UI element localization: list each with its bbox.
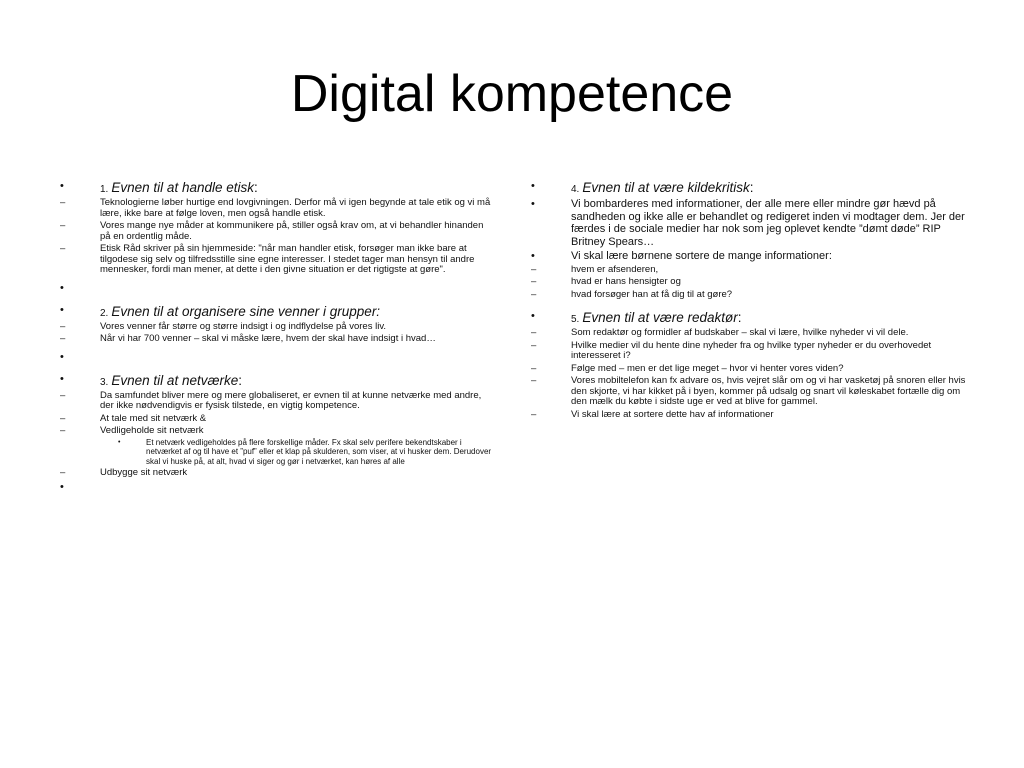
dash-icon: – — [531, 375, 537, 386]
dash-icon: – — [531, 288, 537, 300]
sub-item-text: hvad forsøger han at få dig til at gøre? — [571, 288, 733, 300]
sub-item-text: hvem er afsenderen, — [571, 263, 659, 275]
sub-item-text: Som redaktør og formidler af budskaber – skal vi lære, hvilke nyheder vi vil dele. — [571, 327, 909, 338]
paragraph-text: Vi bombarderes med informationer, der alle mere eller mindre gør hævd på sandheden og ikke alle er behandlet og redigeret inden vi modtager dem. Jer der færdes i de sociale medier har nok som jeg oplevet kendte ”dømt døde” RIP Britney Spears… — [571, 198, 965, 248]
section-2 — [56, 304, 496, 320]
dash-icon: – — [531, 408, 537, 420]
section-heading: Evnen til at handle etisk — [111, 180, 254, 195]
bullet-icon: • — [60, 480, 64, 493]
paragraph-bullet — [527, 198, 967, 248]
section-heading: Evnen til at være redaktør — [582, 310, 738, 325]
sub-item — [56, 391, 496, 412]
sub-item-text: Da samfundet bliver mere og mere globaliseret, er evnen til at kunne netværke med andre, der ikke nødvendigvis er fysisk tilstede, en vigtig kompetence. — [100, 389, 482, 411]
sub-item-text: Når vi har 700 venner – skal vi måske lære, hvem der skal have indsigt i hvad… — [100, 333, 436, 344]
section-1 — [56, 180, 496, 196]
dash-icon: – — [60, 320, 66, 332]
dash-icon: – — [60, 333, 66, 344]
sub-item — [56, 322, 496, 333]
sub-item — [56, 334, 496, 345]
sub-item-text: At tale med sit netværk & — [100, 412, 207, 424]
dash-icon: – — [60, 197, 66, 208]
dash-icon: – — [60, 389, 66, 401]
bullet-icon: • — [60, 303, 64, 316]
bullet-icon: • — [531, 180, 535, 192]
sub-item — [56, 198, 496, 219]
section-heading: Evnen til at være kildekritisk — [582, 180, 750, 195]
section-number: 2. — [100, 307, 109, 319]
section-heading: Evnen til at netværke — [111, 372, 239, 388]
bullet-icon: • — [531, 250, 535, 262]
sub-item — [56, 426, 496, 437]
dash-icon: – — [531, 339, 537, 351]
section-5 — [527, 310, 967, 326]
bullet-icon: • — [531, 198, 535, 210]
sub-item — [527, 277, 967, 288]
section-colon: : — [254, 180, 258, 195]
dash-icon: – — [531, 327, 537, 338]
bullet-icon: • — [60, 281, 64, 294]
sub-item — [527, 341, 967, 362]
sub-item — [527, 290, 967, 301]
section-colon: : — [737, 310, 742, 325]
empty-bullet — [56, 481, 496, 493]
sub-item-text: Hvilke medier vil du hente dine nyheder fra og hvilke typer nyheder er du overhovedet interesseret i? — [571, 339, 932, 361]
sub-item — [56, 414, 496, 425]
sub-item — [527, 410, 967, 421]
dash-icon: – — [60, 425, 66, 436]
dash-icon: – — [60, 467, 66, 478]
paragraph-bullet — [527, 250, 967, 263]
sub-item-text: hvad er hans hensigter og — [571, 276, 681, 287]
bullet-icon: • — [60, 372, 64, 385]
empty-bullet — [56, 351, 496, 363]
sub-item — [56, 468, 496, 479]
sub-item — [527, 376, 967, 408]
sub-item-text: Teknologierne løber hurtige end lovgivningen. Derfor må vi igen begynde at tale etik og vi må lære, ikke bare at følge loven, men også handle etisk. — [100, 197, 491, 219]
dash-icon: – — [531, 263, 537, 275]
dash-icon: – — [60, 220, 66, 231]
section-number: 4. — [571, 184, 580, 195]
sub-item — [56, 221, 496, 242]
paragraph-text: Vi skal lære børnene sortere de mange informationer: — [571, 250, 832, 262]
section-4 — [527, 180, 967, 196]
section-number: 1. — [100, 184, 109, 195]
sub-item-text: Følge med – men er det lige meget – hvor vi henter vores viden? — [571, 362, 844, 374]
bullet-icon: • — [60, 180, 64, 192]
sub-item — [527, 265, 967, 276]
sub-sub-item-text: Et netværk vedligeholdes på flere forskellige måder. Fx skal selv perifere bekendtskaber i netværket af og til have et ”puf” eller et klap på skulderen, som viser, at vi husker dem. Derudover skal vi huske på, at alt, hvad vi siger og gør i netværket, kan høres af alle — [146, 437, 492, 466]
right-column — [527, 180, 967, 420]
dash-icon: – — [60, 243, 66, 254]
dash-icon: – — [531, 362, 537, 374]
sub-item — [527, 364, 967, 375]
slide-title: Digital kompetence — [290, 65, 734, 123]
sub-item-text: Vores mobiltelefon kan fx advare os, hvis vejret slår om og vi har vasketøj på snoren eller hvis den skjorte, vi har kikket på i byen, kommer på udsalg og snart vil køleskabet fortælle dig om den mælk du købte i sidste uge er ved at blive for gammel. — [571, 375, 966, 407]
bullet-icon: • — [60, 350, 64, 363]
bullet-icon: • — [531, 310, 535, 322]
empty-bullet — [56, 282, 496, 294]
section-3 — [56, 373, 496, 389]
section-number: 3. — [100, 376, 109, 388]
small-bullet-icon: • — [118, 438, 121, 446]
section-colon: : — [238, 372, 242, 388]
sub-item-text: Etisk Råd skriver på sin hjemmeside: "når man handler etisk, forsøger man ikke bare at tilgodese sig selv og tilfredsstille sine egne interesser. I stedet tager man hensyn til andre mennesker, fordi man mener, at dette i den givne situation er det rigtigste at gøre". — [100, 243, 475, 275]
sub-item-text: Vores mange nye måder at kommunikere på, stiller også krav om, at vi behandler hinanden på en ordentlig måde. — [100, 220, 484, 242]
sub-item — [56, 244, 496, 276]
left-column — [56, 180, 496, 493]
section-heading: Evnen til at organisere sine venner i grupper: — [111, 303, 381, 319]
sub-item — [527, 328, 967, 339]
dash-icon: – — [531, 276, 537, 287]
dash-icon: – — [60, 412, 66, 424]
section-colon: : — [749, 180, 754, 195]
sub-item-text: Udbygge sit netværk — [100, 467, 188, 478]
sub-item-text: Vores venner får større og større indsigt i og indflydelse på vores liv. — [100, 320, 387, 332]
sub-item-text: Vi skal lære at sortere dette hav af informationer — [571, 408, 774, 420]
section-number: 5. — [571, 314, 580, 325]
sub-item-text: Vedligeholde sit netværk — [100, 425, 204, 436]
sub-sub-item — [56, 438, 496, 467]
